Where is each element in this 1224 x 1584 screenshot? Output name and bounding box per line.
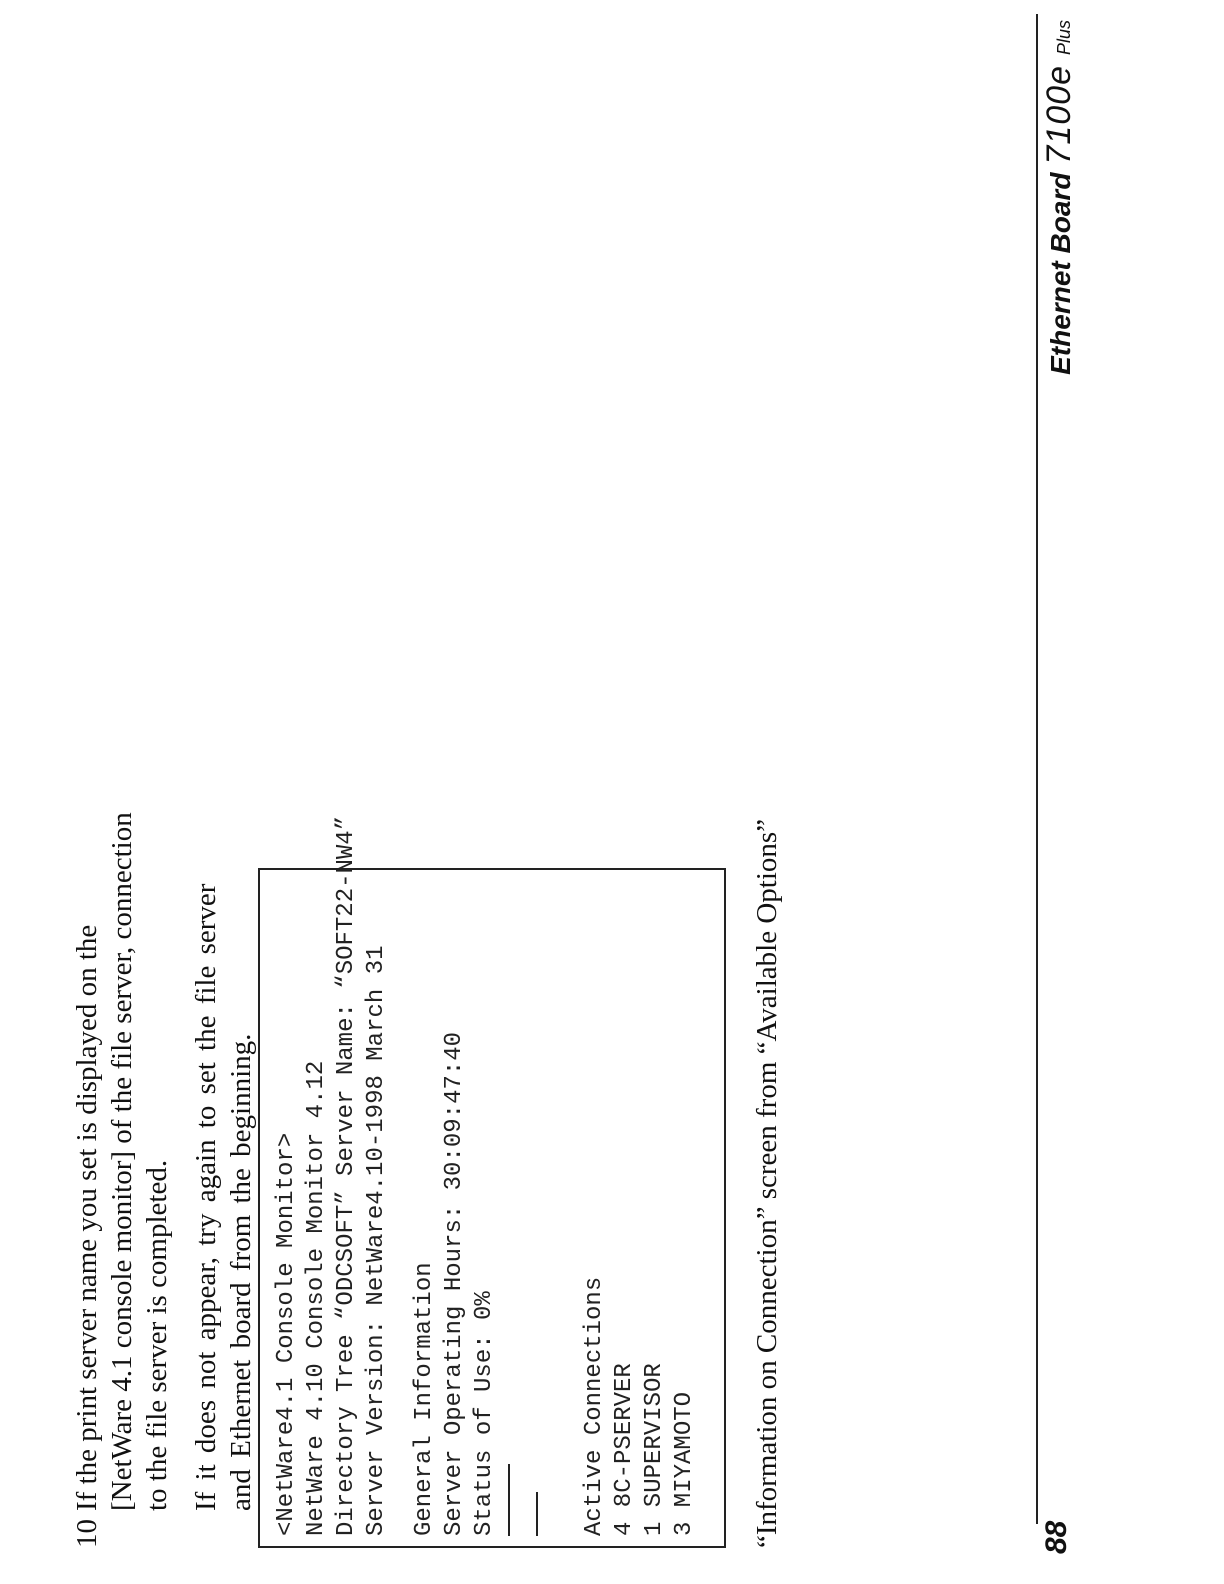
console-divider-top (508, 1464, 510, 1536)
footer-rule (1036, 14, 1038, 1524)
instruction-step (70, 808, 259, 1548)
console-line-general-information: General Information (411, 1262, 438, 1536)
page-number: 88 (1040, 1520, 1073, 1554)
console-divider-bottom (536, 1492, 538, 1536)
product-model: 7100e (1040, 65, 1078, 165)
console-line-version: NetWare 4.10 Console Monitor 4.12 (303, 1060, 330, 1536)
console-line-operating-hours: Server Operating Hours: 30:09:47:40 (441, 1031, 468, 1536)
console-line-server-name: Directory Tree “ODCSOFT” Server Name: “SOFT22-NW4” (333, 815, 360, 1536)
figure-caption: “Information on Connection” screen from “Available Options” (751, 818, 783, 1548)
console-line-status-of-use: Status of Use: 0% (471, 1291, 498, 1536)
product-name: Ethernet Board (1045, 172, 1076, 375)
console-line-title: <NetWare4.1 Console Monitor> (273, 1132, 300, 1536)
console-line-active-connections: Active Connections (581, 1276, 608, 1536)
step-paragraph-2: If it does not appear, try again to set the file server and Ethernet board from the beginning. (190, 883, 257, 1511)
product-title (1040, 20, 1079, 375)
console-monitor-screen (258, 815, 726, 1548)
console-line-connection-2: 1 SUPERVISOR (641, 1363, 668, 1536)
console-line-connection-1: 4 8C-PSERVER (611, 1363, 638, 1536)
step-number: 10 (71, 1519, 103, 1548)
console-line-server-version: Server Version: NetWare4.10-1998 March 31 (363, 945, 390, 1536)
product-suffix: Plus (1054, 20, 1074, 56)
step-paragraph-1: If the print server name you set is displayed on the [NetWare 4.1 console monitor] of the file server, connection to the file server is completed. (71, 812, 173, 1511)
console-line-connection-3: 3 MIYAMOTO (671, 1391, 698, 1536)
